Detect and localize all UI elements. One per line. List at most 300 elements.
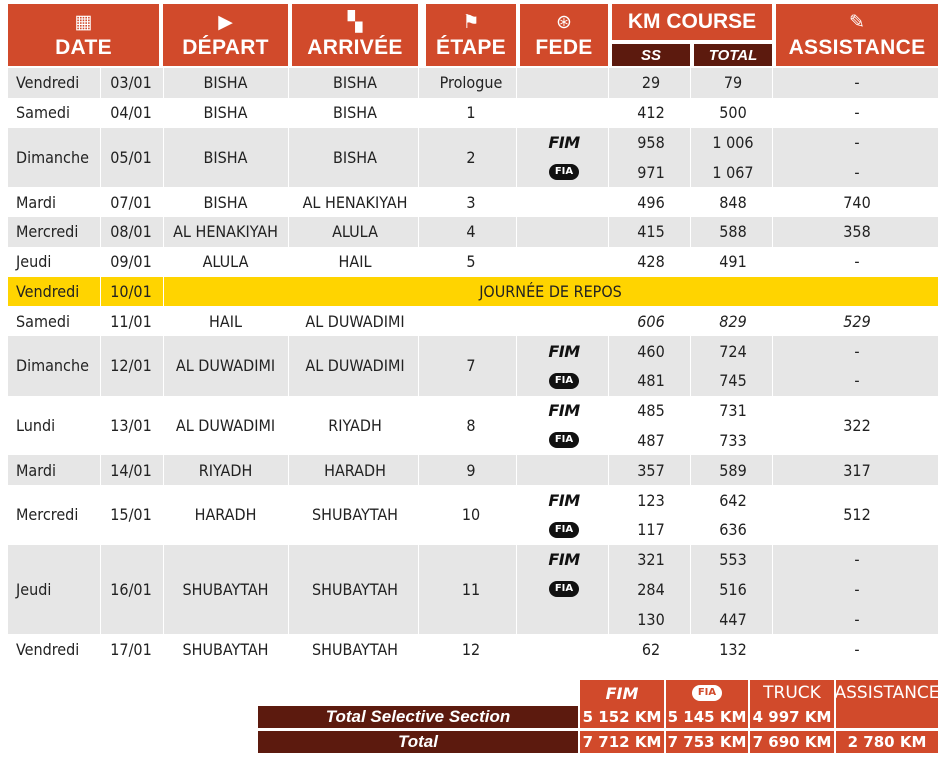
column-divider [100, 485, 101, 545]
cell-km-ss: 62 [641, 639, 661, 659]
cell-date: 17/01 [110, 639, 152, 659]
cell-assistance: - [854, 579, 860, 599]
column-divider [516, 336, 517, 396]
table-row [8, 336, 938, 396]
column-divider [418, 187, 419, 217]
cell-date: 03/01 [110, 73, 152, 93]
fia-logo-icon: FIA [549, 522, 579, 538]
cell-day: Vendredi [16, 281, 80, 301]
cell-etape: 10 [461, 505, 481, 525]
column-divider [288, 306, 289, 336]
cell-km-total: 1 067 [712, 162, 754, 182]
cell-fede [520, 455, 608, 485]
column-divider [163, 396, 164, 456]
cell-km-ss: 415 [637, 222, 665, 242]
cell-day: Samedi [16, 103, 70, 123]
column-divider [163, 247, 164, 277]
column-divider [418, 485, 419, 545]
cell-km-ss: 117 [637, 520, 665, 540]
column-divider [690, 217, 691, 247]
cell-etape: 2 [466, 147, 476, 167]
cell-assistance: 358 [843, 222, 871, 242]
column-divider [418, 247, 419, 277]
header-depart-label: DÉPART [182, 36, 269, 59]
cell-fede [520, 187, 608, 217]
table-row [8, 187, 938, 217]
table-row [8, 98, 938, 128]
table-row [8, 396, 938, 456]
cell-fede [520, 336, 608, 366]
column-divider [100, 396, 101, 456]
column-divider [690, 128, 691, 188]
cell-depart: SHUBAYTAH [182, 579, 269, 599]
cell-fede [520, 157, 608, 187]
fim-logo-icon: FIM [548, 341, 580, 361]
table-row [8, 68, 938, 98]
cell-arrivee: ALULA [332, 222, 378, 242]
cell-fede [520, 545, 608, 575]
cell-km-ss: 487 [637, 430, 665, 450]
cell-assistance: 322 [843, 416, 871, 436]
cell-day: Dimanche [16, 356, 89, 376]
cell-depart: BISHA [203, 192, 248, 212]
fia-logo-icon: FIA [549, 164, 579, 180]
cell-date: 04/01 [110, 103, 152, 123]
cell-date: 13/01 [110, 416, 152, 436]
column-divider [163, 217, 164, 247]
header-arrivee [292, 4, 418, 66]
cell-arrivee: SHUBAYTAH [312, 639, 398, 659]
table-row [8, 306, 938, 336]
column-divider [418, 306, 419, 336]
table-row [8, 455, 938, 485]
cell-depart: HARADH [194, 505, 257, 525]
cell-fede [520, 515, 608, 545]
cell-fede [520, 604, 608, 634]
cell-assistance: 740 [843, 192, 871, 212]
column-divider [690, 306, 691, 336]
cell-day: Mardi [16, 192, 57, 212]
cell-arrivee: BISHA [333, 73, 377, 93]
column-divider [288, 396, 289, 456]
column-divider [163, 277, 164, 307]
summary-header-truck: TRUCK [750, 680, 834, 706]
cell-km-ss: 485 [637, 401, 665, 421]
table-row [8, 247, 938, 277]
cell-day: Jeudi [16, 252, 52, 272]
column-divider [608, 128, 609, 188]
cell-km-total: 636 [719, 520, 747, 540]
column-divider [418, 128, 419, 188]
column-divider [288, 217, 289, 247]
summary-selective-fia: 5 145 KM [667, 708, 747, 726]
cell-km-ss: 284 [637, 579, 665, 599]
cell-arrivee: SHUBAYTAH [312, 505, 398, 525]
summary-total-fia: 7 753 KM [667, 733, 747, 751]
summary-total-fim: 7 712 KM [580, 731, 664, 753]
table-row [8, 277, 938, 307]
cell-km-ss: 412 [637, 103, 665, 123]
cell-km-total: 500 [719, 103, 747, 123]
column-divider [608, 217, 609, 247]
cell-fede [520, 485, 608, 515]
column-divider [516, 306, 517, 336]
cell-depart: AL DUWADIMI [175, 416, 276, 436]
header-assistance-label: ASSISTANCE [788, 36, 926, 59]
column-divider [516, 187, 517, 217]
column-divider [163, 98, 164, 128]
column-divider [418, 634, 419, 664]
cell-fede [520, 306, 608, 336]
cell-km-total: 553 [719, 550, 747, 570]
column-divider [418, 455, 419, 485]
summary-header-fia: FIA [666, 680, 748, 706]
cell-day: Jeudi [16, 579, 52, 599]
column-divider [608, 455, 609, 485]
fia-logo-icon: FIA [549, 373, 579, 389]
cell-date: 12/01 [110, 356, 152, 376]
cell-arrivee: AL DUWADIMI [305, 311, 405, 331]
column-divider [690, 634, 691, 664]
cell-km-total: 79 [723, 73, 743, 93]
cell-etape: 11 [461, 579, 481, 599]
column-divider [608, 98, 609, 128]
cell-date: 14/01 [110, 460, 152, 480]
cell-arrivee: SHUBAYTAH [312, 579, 398, 599]
cell-day: Dimanche [16, 147, 89, 167]
cell-assistance: - [854, 371, 860, 391]
cell-date: 07/01 [110, 192, 152, 212]
column-divider [516, 396, 517, 456]
column-divider [100, 247, 101, 277]
column-divider [288, 545, 289, 634]
cell-fede [520, 247, 608, 277]
fia-logo-icon: FIA [549, 581, 579, 597]
column-divider [690, 247, 691, 277]
column-divider [516, 634, 517, 664]
cell-fede [520, 217, 608, 247]
cell-km-total: 745 [719, 371, 747, 391]
table-row [8, 217, 938, 247]
column-divider [100, 455, 101, 485]
column-divider [163, 336, 164, 396]
checkered-flag-icon: ▚ [347, 12, 363, 33]
cell-km-total: 642 [719, 490, 747, 510]
header-etape-label: ÉTAPE [436, 36, 506, 59]
cell-arrivee: RIYADH [328, 416, 382, 436]
rest-day-label: JOURNÉE DE REPOS [479, 281, 622, 301]
cell-assistance: 317 [843, 460, 871, 480]
header-date [8, 4, 159, 66]
cell-km-total: 447 [719, 609, 747, 629]
cell-etape: 7 [466, 356, 476, 376]
header-etape [426, 4, 516, 66]
column-divider [100, 187, 101, 217]
cell-date: 05/01 [110, 147, 152, 167]
column-divider [288, 128, 289, 188]
cell-depart: BISHA [203, 73, 248, 93]
column-divider [690, 98, 691, 128]
summary-selective-truck: 4 997 KM [750, 706, 834, 728]
cell-etape: 1 [466, 103, 476, 123]
cell-assistance: - [854, 252, 860, 272]
column-divider [608, 306, 609, 336]
column-divider [608, 68, 609, 98]
cell-day: Mercredi [16, 222, 79, 242]
column-divider [516, 247, 517, 277]
column-divider [690, 336, 691, 396]
header-assistance [776, 4, 938, 66]
cell-km-ss: 971 [637, 162, 665, 182]
cell-assistance: - [854, 341, 860, 361]
cell-etape: 4 [466, 222, 476, 242]
cell-assistance: - [854, 639, 860, 659]
column-divider [163, 187, 164, 217]
column-divider [288, 336, 289, 396]
column-divider [608, 187, 609, 217]
cell-arrivee: BISHA [333, 147, 377, 167]
cell-day: Vendredi [16, 73, 80, 93]
column-divider [772, 128, 773, 188]
column-divider [690, 455, 691, 485]
column-divider [772, 396, 773, 456]
column-divider [772, 336, 773, 396]
cell-km-ss: 428 [637, 252, 665, 272]
column-divider [100, 336, 101, 396]
column-divider [516, 98, 517, 128]
summary-selective-assistance [836, 706, 938, 728]
column-divider [516, 545, 517, 634]
cell-etape: 3 [466, 192, 476, 212]
column-divider [288, 98, 289, 128]
cell-fede [520, 575, 608, 605]
column-divider [288, 68, 289, 98]
column-divider [772, 217, 773, 247]
header-km-total: TOTAL [694, 44, 772, 66]
cell-assistance: 529 [843, 311, 871, 331]
header-fede-label: FEDE [535, 36, 593, 59]
fim-logo-icon: FIM [548, 132, 580, 152]
column-divider [516, 485, 517, 545]
column-divider [163, 455, 164, 485]
column-divider [772, 68, 773, 98]
column-divider [772, 485, 773, 545]
cell-depart: SHUBAYTAH [182, 639, 269, 659]
cell-etape: 12 [461, 639, 481, 659]
cell-km-ss: 496 [637, 192, 665, 212]
column-divider [100, 98, 101, 128]
fim-logo-icon: FIM [548, 550, 580, 570]
cell-assistance: - [854, 103, 860, 123]
cell-day: Vendredi [16, 639, 80, 659]
column-divider [608, 336, 609, 396]
column-divider [772, 634, 773, 664]
header-date-label: DATE [55, 36, 112, 59]
wheel-icon: ⊛ [556, 12, 572, 33]
fim-logo-icon: FIM [548, 401, 580, 421]
cell-assistance: - [854, 132, 860, 152]
cell-date: 09/01 [110, 252, 152, 272]
cell-day: Mercredi [16, 505, 79, 525]
column-divider [772, 455, 773, 485]
summary-header-fim: FIM [580, 680, 664, 706]
cell-etape: 5 [466, 252, 476, 272]
cell-assistance: - [854, 162, 860, 182]
cell-km-ss: 481 [637, 371, 665, 391]
cell-etape [426, 306, 516, 336]
column-divider [418, 336, 419, 396]
column-divider [163, 306, 164, 336]
cell-date: 08/01 [110, 222, 152, 242]
column-divider [690, 187, 691, 217]
column-divider [690, 68, 691, 98]
column-divider [690, 396, 691, 456]
calendar-icon: ▦ [74, 12, 93, 33]
column-divider [100, 634, 101, 664]
cell-arrivee: AL DUWADIMI [305, 356, 405, 376]
cell-etape: 9 [466, 460, 476, 480]
column-divider [690, 485, 691, 545]
column-divider [418, 217, 419, 247]
summary-selective-fim: 5 152 KM [580, 706, 664, 728]
cell-km-total: 733 [719, 430, 747, 450]
cell-km-total: 589 [719, 460, 747, 480]
cell-arrivee: BISHA [333, 103, 377, 123]
cell-arrivee: AL HENAKIYAH [302, 192, 408, 212]
cell-km-total: 588 [719, 222, 747, 242]
cell-depart: RIYADH [198, 460, 253, 480]
fim-logo-icon: FIM [548, 490, 580, 510]
cell-arrivee: HAIL [338, 252, 372, 272]
column-divider [100, 217, 101, 247]
column-divider [163, 128, 164, 188]
cell-date: 16/01 [110, 579, 152, 599]
cell-km-ss: 123 [637, 490, 665, 510]
cell-km-ss: 357 [637, 460, 665, 480]
cell-km-total: 132 [719, 639, 747, 659]
cell-assistance: - [854, 550, 860, 570]
cell-date: 11/01 [110, 311, 152, 331]
cell-depart: AL DUWADIMI [175, 356, 276, 376]
column-divider [418, 396, 419, 456]
column-divider [163, 545, 164, 634]
column-divider [418, 68, 419, 98]
cell-km-total: 516 [719, 579, 747, 599]
column-divider [772, 98, 773, 128]
column-divider [608, 485, 609, 545]
cell-km-total: 829 [719, 311, 747, 331]
header-km-course: KM COURSE [612, 4, 772, 40]
race-flag-icon: ⚑ [462, 12, 480, 33]
column-divider [100, 306, 101, 336]
wrench-icon: ✎ [849, 12, 865, 33]
column-divider [100, 68, 101, 98]
cell-fede [520, 426, 608, 456]
cell-depart: BISHA [203, 147, 248, 167]
column-divider [516, 128, 517, 188]
header-fede [520, 4, 608, 66]
cell-etape: 8 [466, 416, 476, 436]
column-divider [163, 634, 164, 664]
column-divider [418, 98, 419, 128]
cell-assistance: - [854, 609, 860, 629]
cell-fede [520, 68, 608, 98]
column-divider [288, 485, 289, 545]
column-divider [772, 545, 773, 634]
cell-km-total: 1 006 [712, 132, 754, 152]
cell-km-ss: 29 [641, 73, 661, 93]
column-divider [608, 396, 609, 456]
cell-km-ss: 460 [637, 341, 665, 361]
cell-fede [520, 396, 608, 426]
column-divider [288, 187, 289, 217]
cell-km-ss: 321 [637, 550, 665, 570]
column-divider [100, 277, 101, 307]
table-row [8, 545, 938, 634]
cell-depart: AL HENAKIYAH [173, 222, 278, 242]
table-row [8, 634, 938, 664]
cell-depart: ALULA [202, 252, 249, 272]
column-divider [100, 128, 101, 188]
cell-fede [520, 98, 608, 128]
cell-etape: Prologue [439, 73, 503, 93]
column-divider [288, 634, 289, 664]
cell-km-ss: 606 [637, 311, 665, 331]
column-divider [516, 217, 517, 247]
cell-km-total: 491 [719, 252, 747, 272]
cell-day: Mardi [16, 460, 57, 480]
cell-fede [520, 366, 608, 396]
cell-km-ss: 958 [637, 132, 665, 152]
column-divider [608, 545, 609, 634]
column-divider [418, 545, 419, 634]
cell-day: Samedi [16, 311, 70, 331]
play-icon: ▶ [218, 12, 233, 33]
cell-fede [520, 128, 608, 158]
cell-assistance: 512 [843, 505, 871, 525]
column-divider [163, 485, 164, 545]
header-km-ss: SS [612, 44, 690, 66]
column-divider [516, 455, 517, 485]
summary-header-assistance: ASSISTANCE [836, 680, 938, 706]
summary-total-truck: 7 690 KM [750, 731, 834, 753]
column-divider [608, 247, 609, 277]
cell-depart: HAIL [209, 311, 242, 331]
column-divider [772, 306, 773, 336]
column-divider [772, 187, 773, 217]
summary-total-assistance: 2 780 KM [836, 731, 938, 753]
column-divider [772, 247, 773, 277]
summary-label-total: Total [258, 731, 578, 753]
column-divider [608, 634, 609, 664]
column-divider [690, 545, 691, 634]
cell-date: 10/01 [110, 281, 152, 301]
column-divider [100, 545, 101, 634]
cell-km-total: 724 [719, 341, 747, 361]
cell-assistance: - [854, 73, 860, 93]
table-row [8, 485, 938, 545]
table-row [8, 128, 938, 188]
column-divider [163, 68, 164, 98]
cell-date: 15/01 [110, 505, 152, 525]
column-divider [288, 455, 289, 485]
summary-label-selective: Total Selective Section [258, 706, 578, 728]
header-depart [163, 4, 288, 66]
column-divider [516, 68, 517, 98]
cell-km-total: 731 [719, 401, 747, 421]
cell-fede [520, 634, 608, 664]
fia-logo-icon: FIA [549, 432, 579, 448]
